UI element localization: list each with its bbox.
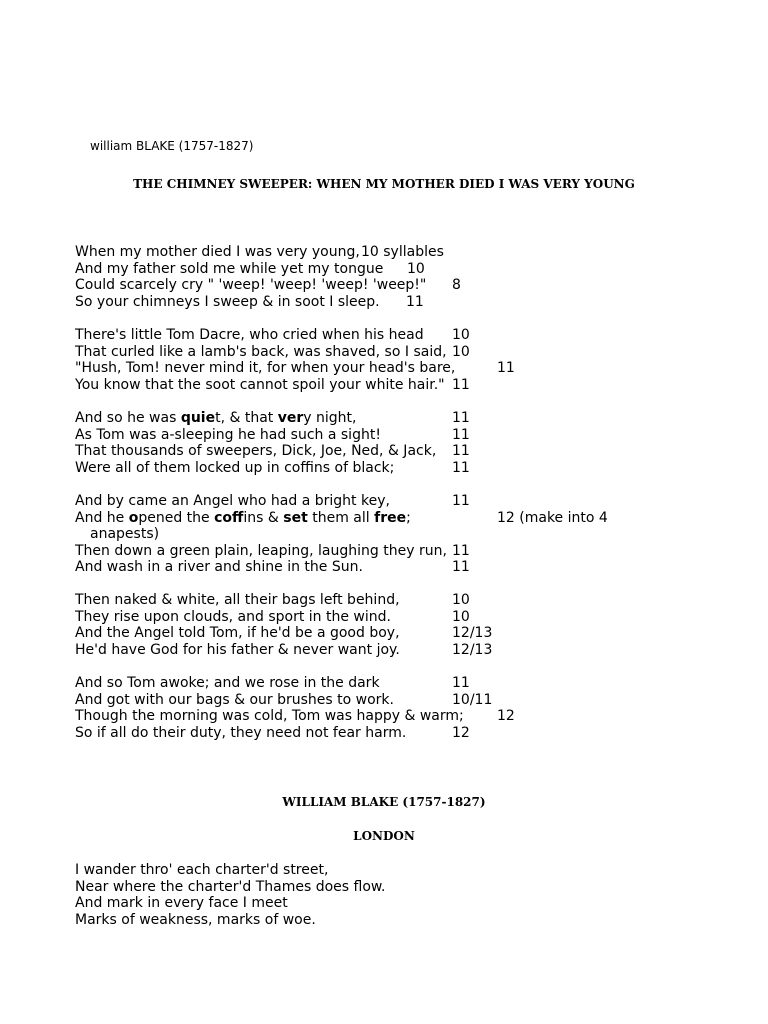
- stanza-5: [75, 592, 755, 658]
- line-text: Could scarcely cry " 'weep! 'weep! 'weep! 'weep!": [75, 277, 427, 293]
- line-text: They rise upon clouds, and sport in the wind.: [75, 608, 391, 625]
- line-text: So your chimneys I sweep & in soot I sleep.: [75, 293, 380, 310]
- poem-line: [75, 294, 755, 311]
- line-text: You know that the soot cannot spoil your white hair.": [75, 376, 445, 393]
- line-text: And my father sold me while yet my tongue: [75, 260, 384, 277]
- text-run: And he: [75, 509, 129, 526]
- poem-line: [75, 559, 755, 576]
- poem-line: [75, 895, 755, 912]
- poem-line: [75, 460, 755, 477]
- line-text: And by came an Angel who had a bright key,: [75, 493, 390, 509]
- line-text: Then down a green plain, leaping, laughing they run,: [75, 542, 447, 559]
- stressed-syllable: quie: [180, 410, 216, 426]
- poem-line: [75, 443, 755, 460]
- line-text: Though the morning was cold, Tom was happy & warm;: [75, 708, 464, 724]
- syllable-count: 10/11: [452, 691, 493, 708]
- poem-line: [75, 410, 755, 427]
- stanza-2: [75, 327, 755, 393]
- london-stanza-1: [75, 862, 755, 928]
- line-text: He'd have God for his father & never want joy.: [75, 641, 400, 658]
- line-text: That curled like a lamb's back, was shaved, so I said,: [75, 343, 447, 360]
- syllable-count: 11: [452, 410, 470, 426]
- line-text: [75, 510, 411, 527]
- syllable-count: 11: [452, 459, 470, 476]
- poem-line: [75, 862, 755, 879]
- poem-line: [75, 642, 755, 659]
- syllable-count: 11: [452, 376, 470, 393]
- stanza-4: [75, 493, 755, 576]
- poem-line: [75, 344, 755, 361]
- stressed-syllable: ver: [277, 410, 304, 426]
- line-text: There's little Tom Dacre, who cried when his head: [75, 327, 424, 343]
- text-run: y night,: [303, 410, 357, 426]
- poem-title: LONDON: [353, 829, 415, 843]
- poem-line: [75, 327, 755, 344]
- line-text: Then naked & white, all their bags left behind,: [75, 592, 400, 608]
- syllable-count: 10: [452, 327, 470, 343]
- poem-line: [75, 692, 755, 709]
- poem-line: [75, 609, 755, 626]
- syllable-count: 10: [452, 592, 470, 608]
- syllable-count: 11: [497, 360, 515, 376]
- syllable-count: 11: [452, 426, 470, 443]
- poem-line: [75, 879, 755, 896]
- syllable-count: 10: [407, 260, 425, 277]
- stressed-syllable: o: [128, 509, 139, 526]
- poem-line: [75, 377, 755, 394]
- poem-line: [75, 675, 755, 692]
- poem-line: [75, 427, 755, 444]
- line-text: As Tom was a-sleeping he had such a sight!: [75, 426, 381, 443]
- stressed-syllable: set: [283, 509, 308, 526]
- poem-line: [75, 625, 755, 642]
- syllable-count: 12: [497, 708, 515, 724]
- poem-line: [75, 261, 755, 278]
- syllable-count: 11: [452, 559, 470, 575]
- text-run: ins &: [243, 509, 284, 526]
- text-run: t, & that: [215, 410, 278, 426]
- syllable-count: 10: [452, 608, 470, 625]
- syllable-count: 11: [452, 542, 470, 559]
- line-text: And the Angel told Tom, if he'd be a good boy,: [75, 625, 400, 641]
- stanza-6: [75, 675, 755, 741]
- stressed-syllable: free: [374, 509, 407, 526]
- poem-line: [75, 510, 755, 543]
- poem-line: [75, 592, 755, 609]
- line-text: And so Tom awoke; and we rose in the dark: [75, 675, 380, 691]
- poem-line: [75, 244, 755, 261]
- line-text: Were all of them locked up in coffins of black;: [75, 459, 395, 476]
- syllable-count: 11: [452, 675, 470, 691]
- poem-line: [75, 493, 755, 510]
- line-text: Near where the charter'd Thames does flow.: [75, 878, 386, 895]
- poem-line: [75, 360, 755, 377]
- line-text: I wander thro' each charter'd street,: [75, 862, 329, 878]
- line-text: Marks of weakness, marks of woe.: [75, 911, 316, 928]
- poem-title: THE CHIMNEY SWEEPER: WHEN MY MOTHER DIED I WAS VERY YOUNG: [133, 177, 635, 191]
- syllable-count: 12/13: [452, 625, 493, 641]
- syllable-count: 10: [452, 343, 470, 360]
- syllable-count: 11: [452, 443, 470, 459]
- text-run: pened the: [138, 509, 215, 526]
- stressed-syllable: coff: [214, 509, 244, 526]
- annotation-continuation: anapests): [90, 526, 160, 542]
- line-text: And wash in a river and shine in the Sun.: [75, 559, 363, 575]
- line-text: And mark in every face I meet: [75, 895, 288, 911]
- line-text: So if all do their duty, they need not fear harm.: [75, 724, 407, 741]
- text-run: ;: [406, 509, 411, 526]
- text-run: them all: [307, 509, 375, 526]
- stanza-1: [75, 244, 755, 310]
- line-text: When my mother died I was very young,: [75, 244, 365, 260]
- poem-line: [75, 912, 755, 929]
- poem-line: [75, 725, 755, 742]
- stanza-3: [75, 410, 755, 476]
- poem-line: [75, 708, 755, 725]
- poem-line: [75, 543, 755, 560]
- syllable-count: 8: [452, 277, 461, 293]
- author-heading: william BLAKE (1757-1827): [90, 139, 254, 153]
- syllable-count: 12/13: [452, 641, 493, 658]
- text-run: And so he was: [75, 410, 181, 426]
- poem-author: WILLIAM BLAKE (1757-1827): [282, 795, 486, 809]
- line-text: "Hush, Tom! never mind it, for when your head's bare,: [75, 360, 456, 376]
- syllable-count: 12 (make into 4: [497, 509, 608, 526]
- poem-line: [75, 277, 755, 294]
- line-text: And got with our bags & our brushes to work.: [75, 691, 394, 708]
- syllable-count: 10 syllables: [361, 244, 444, 260]
- syllable-count: 11: [406, 293, 424, 310]
- syllable-count: 11: [452, 493, 470, 509]
- syllable-count: 12: [452, 724, 470, 741]
- line-text: That thousands of sweepers, Dick, Joe, Ned, & Jack,: [75, 443, 437, 459]
- line-text: [75, 410, 356, 427]
